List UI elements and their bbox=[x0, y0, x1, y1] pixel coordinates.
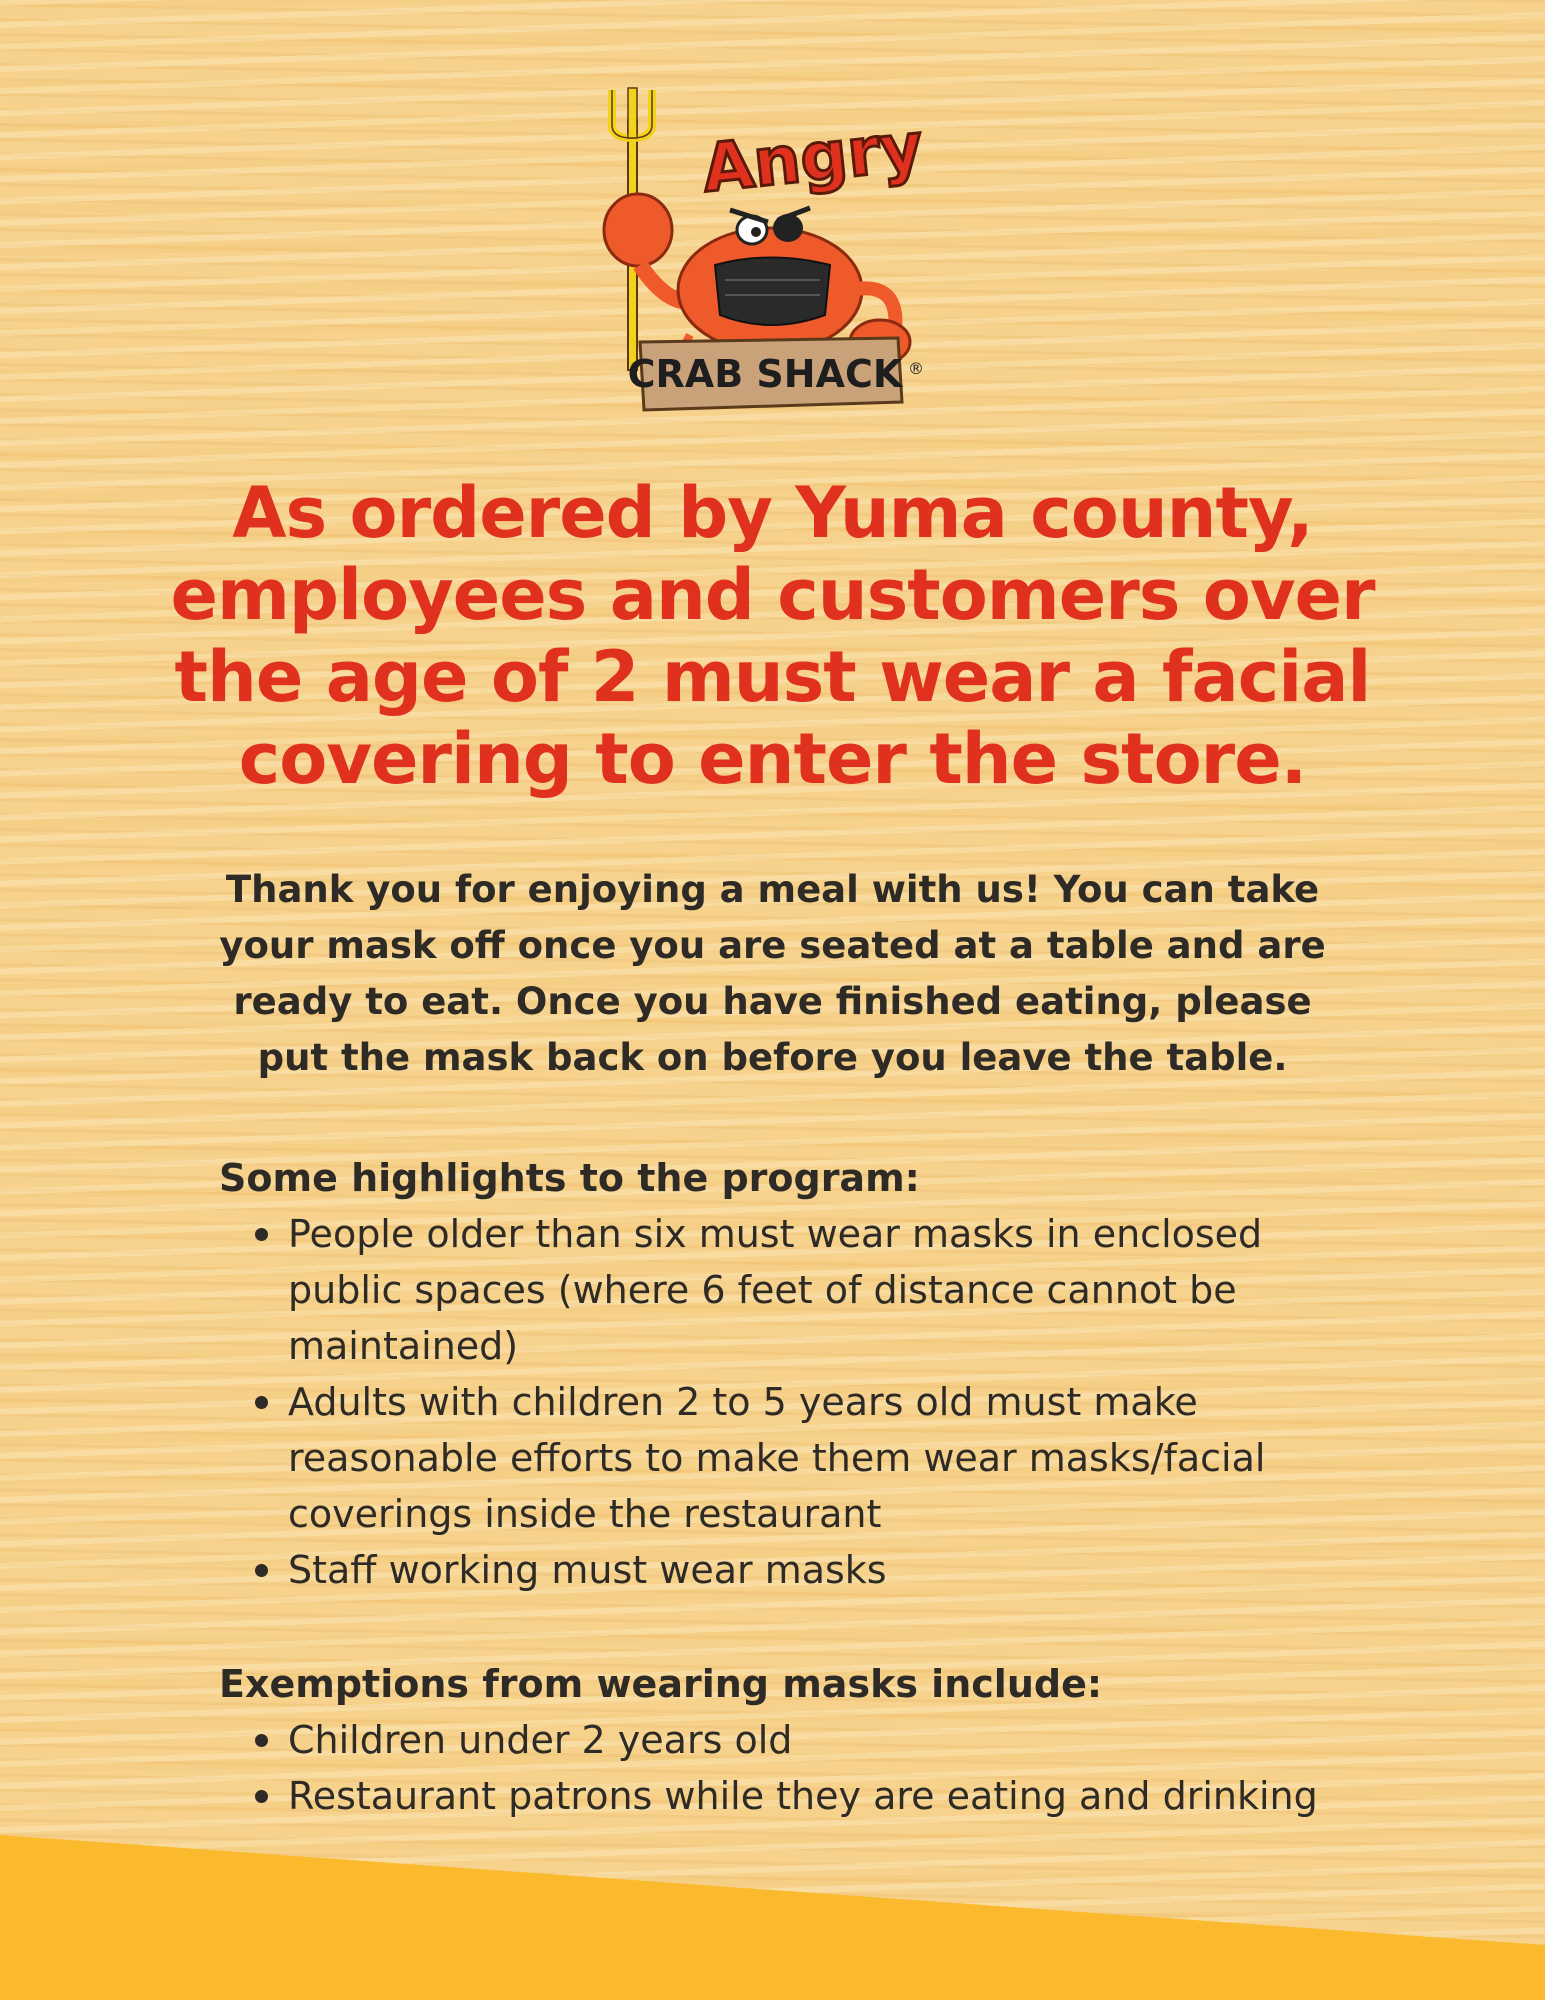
face-mask-icon bbox=[715, 258, 830, 326]
angry-crab-shack-logo bbox=[580, 80, 940, 420]
logo-sign-board bbox=[628, 338, 924, 410]
exemptions-title: Exemptions from wearing masks include: bbox=[219, 1662, 1103, 1706]
headline: As ordered by Yuma county, employees and customers over the age of 2 must wear a facial covering to enter the store. bbox=[170, 472, 1375, 800]
exemptions-list bbox=[255, 1712, 1335, 1824]
logo-registered-mark: ® bbox=[908, 359, 924, 378]
list-item: Restaurant patrons while they are eating and drinking bbox=[255, 1768, 1335, 1824]
logo-angry-text: Angry bbox=[698, 107, 927, 208]
list-item: Adults with children 2 to 5 years old must make reasonable efforts to make them wear masks/facial coverings inside the restaurant bbox=[255, 1374, 1335, 1542]
intro-paragraph: Thank you for enjoying a meal with us! You can take your mask off once you are seated at a table and are ready to eat. Once you have finished eating, please put the mask back on before you leave the table. bbox=[219, 868, 1326, 1079]
highlights-list bbox=[255, 1206, 1335, 1598]
highlights-title: Some highlights to the program: bbox=[219, 1156, 920, 1200]
list-item: Staff working must wear masks bbox=[255, 1542, 1335, 1598]
logo-crab-shack-text: CRAB SHACK bbox=[627, 352, 903, 396]
list-item: Children under 2 years old bbox=[255, 1712, 1335, 1768]
list-item: People older than six must wear masks in enclosed public spaces (where 6 feet of distance cannot be maintained) bbox=[255, 1206, 1335, 1374]
